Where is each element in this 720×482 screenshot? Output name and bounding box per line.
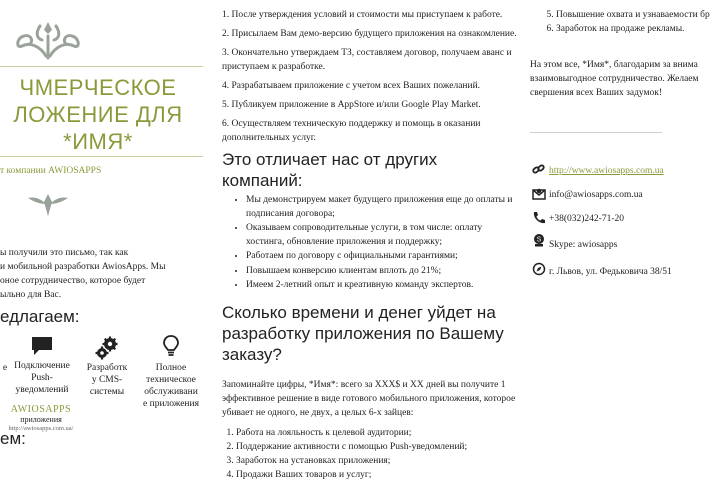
offer-heading: едлагаем: (0, 307, 80, 326)
left-column (0, 0, 205, 480)
footer-logo-sub: приложения (20, 415, 62, 424)
ornament-middle-icon (26, 190, 70, 218)
page-title (0, 74, 204, 155)
phone-icon (532, 211, 546, 225)
step-item: 3. Окончательно утверждаем ТЗ, составляем договор, получаем аванс и приступаем к разработке. (222, 48, 512, 72)
benefit-item: 6. Заработок на продаже рекламы. (556, 22, 720, 36)
service-cms (78, 336, 136, 398)
step-text: Разрабатываем приложение с учетом всех Ваших пожеланий. (231, 81, 481, 91)
diff-item: • Работаем по договору с официальными гарантиями; (246, 250, 520, 264)
step-text: Осуществляем техническую поддержку и помощь в оказании дополнительных услуг. (222, 119, 481, 143)
diff-item: • Оказываем сопроводительные услуги, в том числе: оплату хостинга, обновление приложения и поддержку; (246, 222, 520, 249)
step-item: 5. Публикуем приложение в AppStore и/или Google Play Market. (222, 100, 481, 110)
svg-text:S: S (536, 236, 542, 244)
ornament-top-icon (10, 16, 86, 60)
service-fragment: е (2, 363, 8, 373)
phone-text[interactable]: +38(032)242-71-20 (549, 214, 625, 224)
chat-icon (31, 336, 53, 356)
location-icon (532, 262, 546, 276)
link-icon (532, 163, 546, 177)
closing-text: На этом все, *Имя*, благодарим за внима взаимовыгодное сотрудничество. Желаем свершения всех Ваших задумок! (530, 60, 699, 98)
service-label: Полное техническое обслуживани е приложения (143, 363, 199, 409)
footer-logo-text: AWIOSAPPS (10, 404, 72, 415)
skype-icon (532, 233, 546, 247)
service-push (8, 336, 76, 396)
service-label: Разработк у CMS- системы (86, 363, 128, 397)
intro-text: ы получили это письмо, так как и мобильной разработки AwiosApps. Мы оное сотрудничество, которое будет ыльно для Вас. (0, 248, 166, 300)
bottom-heading: ем: (0, 429, 26, 448)
divider-title (0, 156, 203, 157)
gears-icon (95, 336, 119, 360)
email-text[interactable]: info@awiosapps.com.ua (549, 190, 643, 200)
benefits-cont-list (530, 8, 720, 36)
divider-right (530, 132, 662, 133)
service-support (136, 334, 206, 410)
step-text: Публикуем приложение в AppStore и/или Google Play Market. (231, 100, 481, 110)
benefits-list (222, 426, 520, 482)
diff-item: • Мы демонстрируем макет будущего приложения еще до оплаты и подписания договора; (246, 194, 520, 221)
step-text: Окончательно утверждаем ТЗ, составляем договор, получаем аванс и приступаем к разработке. (222, 48, 512, 72)
step-item: 6. Осуществляем техническую поддержку и помощь в оказании дополнительных услуг. (222, 119, 481, 143)
diff-item: • Имеем 2-летний опыт и креативную команду экспертов. (246, 279, 520, 293)
benefit-item: 2. Поддержание активности с помощью Push-уведомлений; (236, 440, 520, 454)
benefit-item: 1. Работа на лояльность к целевой аудитории; (236, 426, 520, 440)
cost-heading: Сколько времени и денег уйдет на разработку приложения по Вашему заказу? (222, 302, 504, 364)
website-link[interactable]: http://www.awiosapps.com.ua (549, 166, 664, 176)
title-line: ЧМЕРЧЕСКОЕ (19, 75, 177, 100)
title-line: *ИМЯ* (63, 129, 133, 154)
steps-list (222, 8, 520, 145)
diff-list (222, 194, 520, 293)
benefit-item: 5. Повышение охвата и узнаваемости бр (556, 8, 720, 22)
middle-column (222, 8, 520, 482)
cost-paragraph: Запоминайте цифры, *Имя*: всего за XXX$ и XX дней вы получите 1 эффективное решение в виде готового мобильного приложения, которое убивает не одного, не двух, а целых 6-х зайцев: (222, 379, 516, 418)
email-icon (532, 187, 546, 201)
title-line: ЛОЖЕНИЕ ДЛЯ (13, 102, 183, 127)
lightbulb-icon (162, 334, 180, 358)
skype-text[interactable]: Skype: awiosapps (549, 240, 618, 250)
service-label: Подключение Push- уведомлений (14, 361, 70, 395)
benefit-item: 4. Продажи Ваших товаров и услуг; (236, 468, 520, 482)
step-item: 1. После утверждения условий и стоимости мы приступаем к работе. (222, 10, 503, 20)
address-text: г. Львов, ул. Федьковича 38/51 (549, 267, 672, 277)
step-text: Присылаем Вам демо-версию будущего приложения на ознакомление. (231, 29, 517, 39)
diff-heading: Это отличает нас от других компаний: (222, 150, 438, 190)
step-item: 4. Разрабатываем приложение с учетом всех Ваших пожеланий. (222, 81, 481, 91)
footer-url: http://awiosapps.com.ua/ (8, 425, 74, 432)
from-company: т компании AWIOSAPPS (0, 166, 102, 176)
step-text: После утверждения условий и стоимости мы приступаем к работе. (231, 10, 503, 20)
diff-item: • Повышаем конверсию клиентам вплоть до 21%; (246, 265, 520, 279)
divider-top (0, 66, 203, 67)
benefit-item: 3. Заработок на установках приложения; (236, 454, 520, 468)
step-item: 2. Присылаем Вам демо-версию будущего приложения на ознакомление. (222, 29, 517, 39)
